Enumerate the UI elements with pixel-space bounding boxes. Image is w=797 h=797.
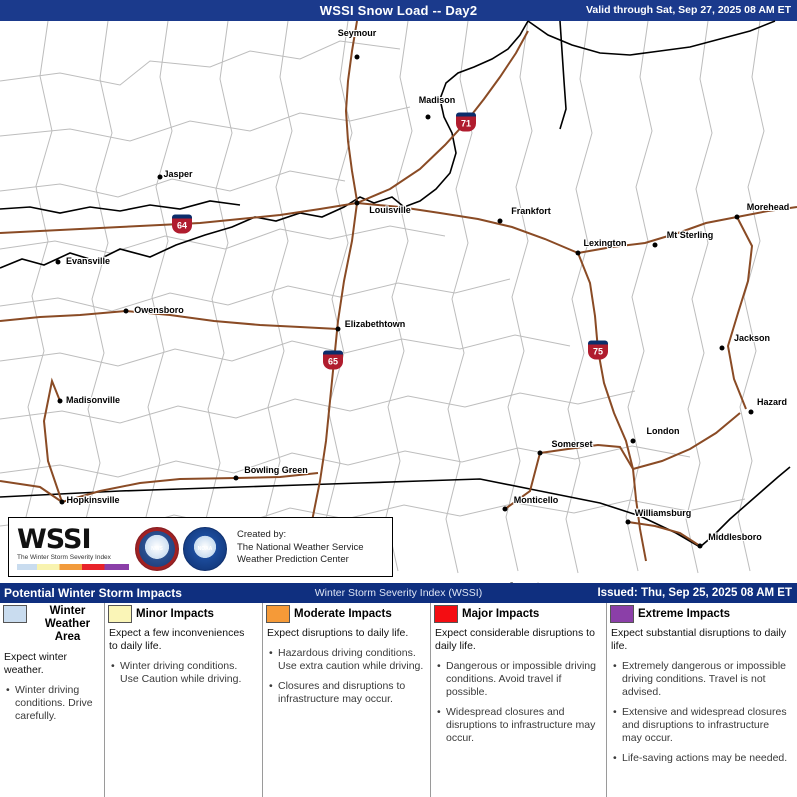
created-by-line-1: Created by:	[237, 529, 287, 540]
legend-paragraph: Expect considerable disruptions to daily life.	[435, 627, 595, 652]
created-by-line-2: The National Weather Service	[237, 541, 364, 553]
legend-paragraph: Expect substantial disruptions to daily life.	[611, 627, 787, 652]
city-dot	[124, 309, 129, 314]
city-dot	[653, 243, 658, 248]
city-label: Hazard	[756, 397, 788, 407]
city-dot	[58, 399, 63, 404]
city-label: Evansville	[65, 256, 111, 266]
valid-through-text: Valid through Sat, Sep 27, 2025 08 AM ET	[585, 4, 791, 16]
wssi-wordmark	[17, 526, 129, 562]
legend-bullet: • Extensive and widespread closures and disruptions to infrastructure may occur.	[622, 706, 791, 745]
city-dot	[631, 439, 636, 444]
legend-bullet-list	[267, 647, 424, 706]
city-dot	[749, 410, 754, 415]
legend-bullet: • Winter driving conditions. Use Caution while driving.	[120, 660, 256, 686]
interstate-shield-number: 75	[592, 346, 603, 357]
legend-swatch-row	[0, 603, 104, 649]
city-dot	[355, 201, 360, 206]
wssi-subtitle: The Winter Storm Severity Index	[17, 554, 111, 561]
legend-bullet-list	[109, 660, 256, 686]
impacts-bar-subtitle: Winter Storm Severity Index (WSSI)	[314, 587, 483, 599]
page-title: WSSI Snow Load -- Day2	[319, 3, 478, 18]
legend-category-label: Extreme Impacts	[638, 607, 731, 620]
legend-bullet: • Winter driving conditions. Drive carefully.	[15, 684, 98, 723]
legend-swatch-row	[263, 603, 430, 625]
city-dot	[735, 215, 740, 220]
legend-column	[263, 603, 431, 797]
interstate-shield-icon	[456, 113, 476, 132]
legend-paragraph: Expect winter weather.	[4, 651, 68, 676]
impacts-bar	[0, 583, 797, 603]
legend-bullet: • Life-saving actions may be needed.	[622, 752, 791, 765]
legend-column	[105, 603, 263, 797]
interstate-shield-number: 64	[176, 220, 187, 231]
city-label: Jackson	[733, 333, 771, 343]
legend-color-swatch	[3, 605, 27, 623]
legend-color-swatch	[108, 605, 132, 623]
legend-bullet-list	[435, 660, 600, 745]
legend-bullet-list	[4, 684, 98, 723]
city-dot	[538, 451, 543, 456]
legend-bullet: • Dangerous or impossible driving conditions. Avoid travel if possible.	[446, 660, 600, 699]
legend-column	[0, 603, 105, 797]
city-label: Seymour	[337, 28, 377, 38]
city-dot	[720, 346, 725, 351]
legend-category-label: Major Impacts	[462, 607, 540, 620]
legend-bullet: • Widespread closures and disruptions to infrastructure may occur.	[446, 706, 600, 745]
city-label: Frankfort	[511, 206, 551, 216]
city-label: London	[646, 426, 680, 436]
city-label: Lexington	[583, 238, 627, 248]
city-label: Elizabethtown	[344, 319, 406, 329]
city-label: Somerset	[551, 439, 593, 449]
legend	[0, 603, 797, 797]
interstate-shield-number: 65	[327, 356, 338, 367]
interstate-shield-icon	[172, 215, 192, 234]
legend-color-swatch	[610, 605, 634, 623]
legend-description	[607, 625, 797, 765]
city-dot	[498, 219, 503, 224]
legend-swatch-row	[431, 603, 606, 625]
wssi-color-scale	[17, 564, 129, 570]
city-dot	[355, 55, 360, 60]
city-label: Middlesboro	[708, 532, 762, 542]
legend-description	[431, 625, 606, 745]
legend-color-swatch	[266, 605, 290, 623]
city-label: Jasper	[163, 169, 193, 179]
city-dot	[626, 520, 631, 525]
city-label: Madison	[418, 95, 456, 105]
legend-column	[607, 603, 797, 797]
city-label: Louisville	[369, 205, 411, 215]
interstate-shield-number: 71	[460, 118, 471, 129]
wssi-wordmark-text: WSSI	[17, 524, 91, 555]
legend-color-swatch	[434, 605, 458, 623]
city-label: Hopkinsville	[66, 495, 120, 505]
city-dot	[503, 507, 508, 512]
city-dot	[698, 544, 703, 549]
nws-seal-icon	[135, 527, 179, 571]
city-label: Owensboro	[134, 305, 184, 315]
legend-category-label: Winter Weather Area	[44, 605, 91, 643]
city-dot	[576, 251, 581, 256]
legend-paragraph: Expect a few inconveniences to daily life.	[109, 627, 245, 652]
city-dot	[426, 115, 431, 120]
city-dot	[336, 327, 341, 332]
legend-category-label: Minor Impacts	[136, 607, 214, 620]
map-canvas[interactable]	[0, 21, 797, 583]
nws-seal-label: NWS	[151, 546, 163, 552]
noaa-seal-label: NOAA	[197, 546, 213, 552]
legend-bullet-list	[611, 660, 791, 765]
interstate-shield-icon	[588, 341, 608, 360]
city-dot	[158, 175, 163, 180]
legend-bullet: • Extremely dangerous or impossible driving conditions. Travel is not advised.	[622, 660, 791, 699]
legend-bullet: • Hazardous driving conditions. Use extra caution while driving.	[278, 647, 424, 673]
city-label: Williamsburg	[634, 508, 692, 518]
legend-description	[105, 625, 262, 686]
issued-text: Issued: Thu, Sep 25, 2025 08 AM ET	[597, 587, 792, 599]
legend-description	[0, 649, 104, 723]
legend-swatch-row	[105, 603, 262, 625]
legend-bullet: • Closures and disruptions to infrastructure may occur.	[278, 680, 424, 706]
page-header	[0, 0, 797, 21]
legend-swatch-row	[607, 603, 797, 625]
legend-category-label: Moderate Impacts	[294, 607, 392, 620]
legend-column	[431, 603, 607, 797]
city-dot	[60, 500, 65, 505]
city-label: Morehead	[746, 202, 790, 212]
city-dot	[234, 476, 239, 481]
interstate-shield-icon	[323, 351, 343, 370]
city-label: Monticello	[513, 495, 559, 505]
city-label: Mt Sterling	[666, 230, 714, 240]
city-dot	[56, 260, 61, 265]
noaa-seal-icon	[183, 527, 227, 571]
city-label: Bowling Green	[244, 465, 308, 475]
legend-description	[263, 625, 430, 706]
city-label: Madisonville	[65, 395, 121, 405]
wssi-logo-box	[8, 517, 393, 577]
created-by-block	[237, 529, 364, 567]
legend-paragraph: Expect disruptions to daily life.	[267, 627, 409, 639]
map-geography	[0, 21, 797, 583]
impacts-bar-title: Potential Winter Storm Impacts	[4, 586, 182, 600]
created-by-line-3: Weather Prediction Center	[237, 554, 349, 565]
